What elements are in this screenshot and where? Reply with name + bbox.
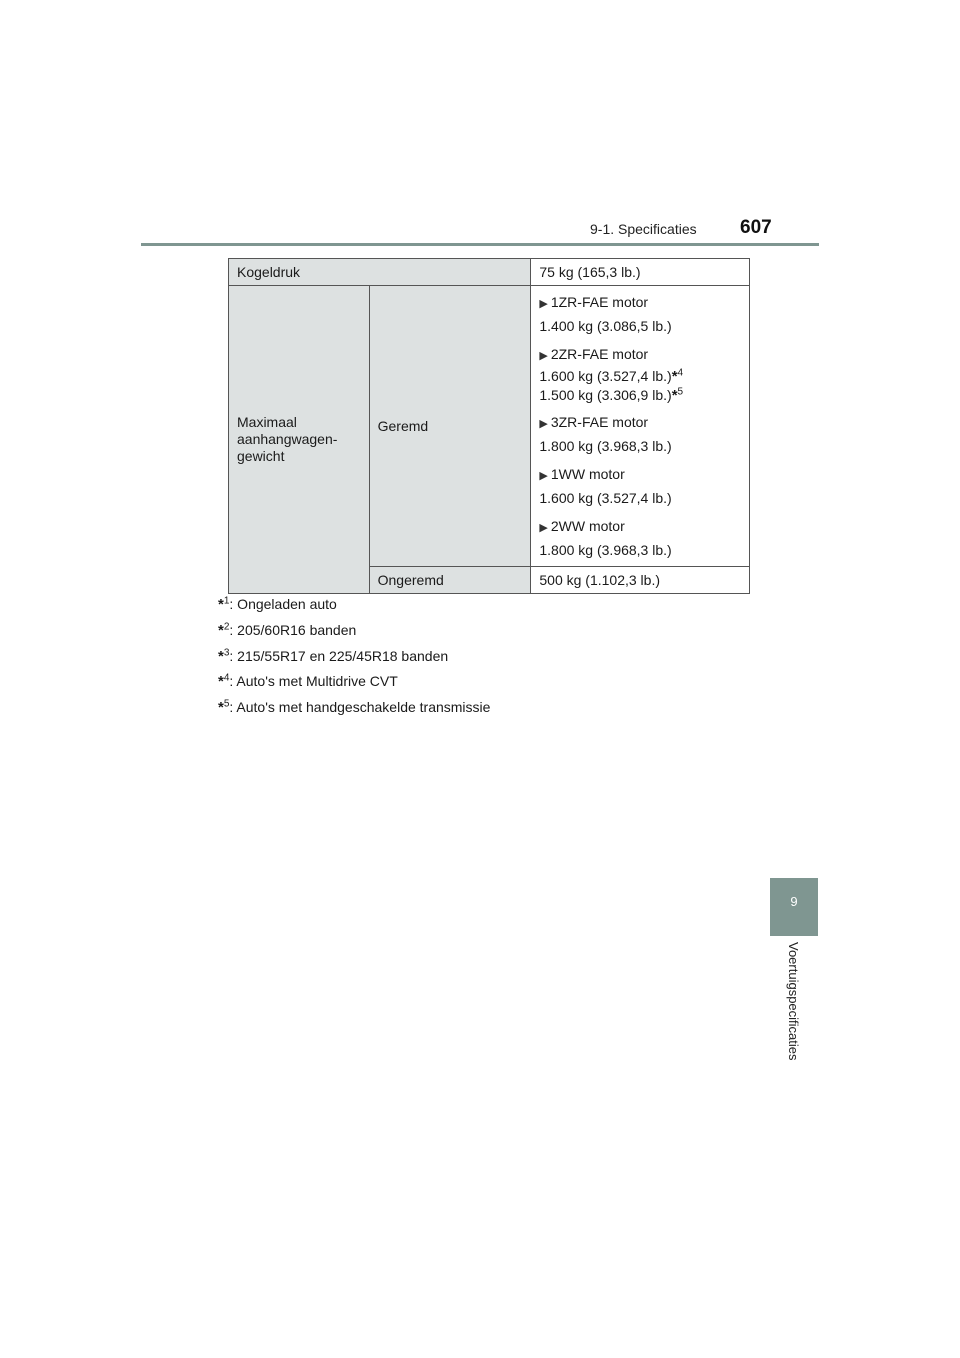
kogeldruk-label: Kogeldruk — [229, 259, 531, 286]
footnote-number: 4 — [223, 672, 230, 684]
header-rule — [141, 243, 819, 246]
ongeremd-label: Ongeremd — [369, 567, 531, 594]
footnote-number: 5 — [223, 698, 230, 710]
footnote — [218, 695, 490, 721]
engine-name: 1ZR-FAE motor — [550, 294, 649, 310]
footnote-ref: 5 — [677, 386, 684, 398]
engine-weight: 1.500 kg (3.306,9 lb.) — [539, 387, 672, 403]
triangle-right-icon: ▶ — [539, 522, 548, 534]
footnote-text: : Auto's met handgeschakelde transmissie — [229, 699, 491, 716]
section-title: 9-1. Specificaties — [590, 221, 697, 237]
engine-weight: 1.800 kg (3.968,3 lb.) — [539, 438, 672, 454]
page-number: 607 — [740, 217, 772, 238]
footnote-star: * — [218, 699, 224, 717]
chapter-label: Voertuigspecificaties — [786, 942, 801, 1061]
engine-entry — [539, 344, 741, 404]
engine-weight-row — [539, 368, 741, 385]
engine-entry — [539, 516, 741, 560]
engine-weight: 1.600 kg (3.527,4 lb.) — [539, 368, 672, 384]
footnote — [218, 618, 490, 644]
max-label-line: gewicht — [237, 448, 285, 464]
footnote-text: : 215/55R17 en 225/45R18 banden — [229, 647, 449, 664]
triangle-right-icon: ▶ — [539, 350, 548, 362]
triangle-right-icon: ▶ — [539, 298, 548, 310]
triangle-right-icon: ▶ — [539, 418, 548, 430]
footnote-number: 2 — [223, 621, 230, 633]
footnote — [218, 644, 490, 670]
geremd-label: Geremd — [369, 286, 531, 567]
kogeldruk-value: 75 kg (165,3 lb.) — [531, 259, 750, 286]
engine-weight-row — [539, 387, 741, 404]
engine-name: 3ZR-FAE motor — [550, 414, 649, 430]
geremd-values — [531, 286, 750, 567]
footnote-number: 1 — [223, 595, 230, 607]
footnote-text: : Auto's met Multidrive CVT — [229, 673, 398, 690]
engine-entry — [539, 292, 741, 336]
table-row — [229, 259, 750, 286]
footnote-text: : 205/60R16 banden — [229, 621, 357, 638]
engine-weight: 1.800 kg (3.968,3 lb.) — [539, 542, 672, 558]
footnote-ref: 4 — [677, 367, 684, 379]
engine-weight: 1.400 kg (3.086,5 lb.) — [539, 318, 672, 334]
footnotes — [218, 592, 490, 721]
footnote-text: : Ongeladen auto — [229, 596, 337, 612]
engine-weight: 1.600 kg (3.527,4 lb.) — [539, 490, 672, 506]
footnote-star: * — [218, 621, 224, 639]
triangle-right-icon: ▶ — [539, 470, 548, 482]
footnote-star: * — [218, 647, 224, 665]
engine-name: 2ZR-FAE motor — [550, 346, 649, 362]
footnote — [218, 669, 490, 695]
max-trailer-weight-label — [229, 286, 370, 594]
footnote — [218, 592, 490, 618]
footnote-star: * — [218, 673, 224, 691]
engine-entry — [539, 464, 741, 508]
chapter-tab: 9 — [770, 878, 818, 936]
spec-table — [228, 258, 750, 594]
footnote-star: * — [671, 368, 678, 385]
footnote-number: 3 — [223, 646, 230, 658]
table-row — [229, 286, 750, 567]
engine-entry — [539, 412, 741, 456]
engine-name: 1WW motor — [550, 466, 625, 482]
footnote-star: * — [671, 387, 678, 404]
max-label-line: aanhangwagen- — [237, 431, 338, 447]
ongeremd-value: 500 kg (1.102,3 lb.) — [531, 567, 750, 594]
max-label-line: Maximaal — [237, 414, 297, 430]
footnote-star: * — [218, 596, 224, 613]
engine-name: 2WW motor — [550, 518, 625, 534]
